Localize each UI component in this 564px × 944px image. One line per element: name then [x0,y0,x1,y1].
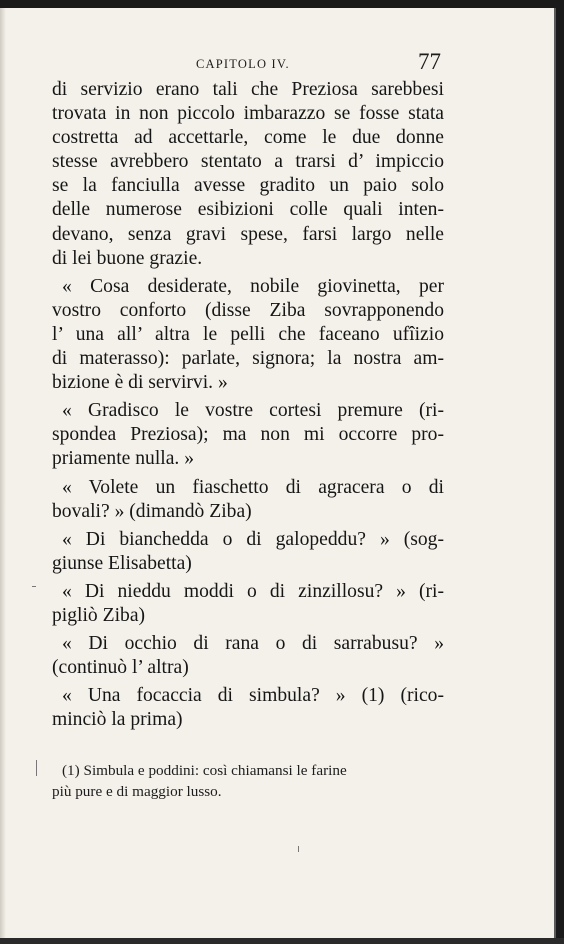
book-page [0,8,556,938]
text-line: se la fanciulla avesse gradito un paio solo [52,175,444,197]
text-line: « Volete un fiaschetto di agracera o di [62,476,444,498]
text-line: bizione è di servirvi. » [52,372,228,394]
footnote [52,760,444,802]
text-line: delle numerose esibizioni colle quali inten- [52,199,444,221]
chapter-heading: CAPITOLO IV. [196,57,290,71]
text-line: devano, senza gravi spese, farsi largo nelle [52,223,444,245]
text-line: « Di occhio di rana o di sarrabusu? » [62,633,444,655]
text-line: bovali? » (dimandò Ziba) [52,500,252,522]
margin-speck [298,846,299,852]
text-line: di lei buone grazie. [52,247,203,269]
text-line: stesse avrebbero stentato a trarsi d’ impiccio [52,151,444,173]
text-line: l’ una all’ altra le pelli che faceano ufîizio [52,323,444,345]
text-line: di materasso): parlate, signora; la nostra am- [52,348,444,370]
text-line: minciò la prima) [52,709,183,731]
text-line: costretta ad accettarle, come le due donne [52,127,444,149]
scan-border [0,938,564,944]
footnote-line: (1) Simbula e poddini: così chiamansi le farine [62,762,347,779]
footnote-line: più pure e di maggior lusso. [52,783,222,800]
margin-speck [32,586,36,587]
text-line: « Di bianchedda o di galopeddu? » (sog- [62,528,444,550]
text-line: spondea Preziosa); ma non mi occorre pro- [52,424,444,446]
text-line: trovata in non piccolo imbarazzo se fosse stata [52,103,444,125]
text-line: di servizio erano tali che Preziosa sarebbesi [52,79,444,100]
text-line: (continuò l’ altra) [52,657,189,679]
text-line: « Di nieddu moddi o di zinzillosu? » (ri- [62,580,444,602]
page-number: 77 [418,49,441,74]
margin-speck [36,760,37,776]
text-line: vostro conforto (disse Ziba sovrapponendo [52,299,444,321]
text-line: priamente nulla. » [52,448,195,470]
body-text [52,78,444,732]
text-line: « Una focaccia di simbula? » (1) (rico- [62,685,444,707]
text-line: « Cosa desiderate, nobile giovinetta, per [62,275,444,297]
text-line: « Gradisco le vostre cortesi premure (ri- [62,400,444,422]
text-line: pigliò Ziba) [52,604,146,626]
text-line: giunse Elisabetta) [52,552,192,574]
page-gutter-shadow [0,8,6,938]
